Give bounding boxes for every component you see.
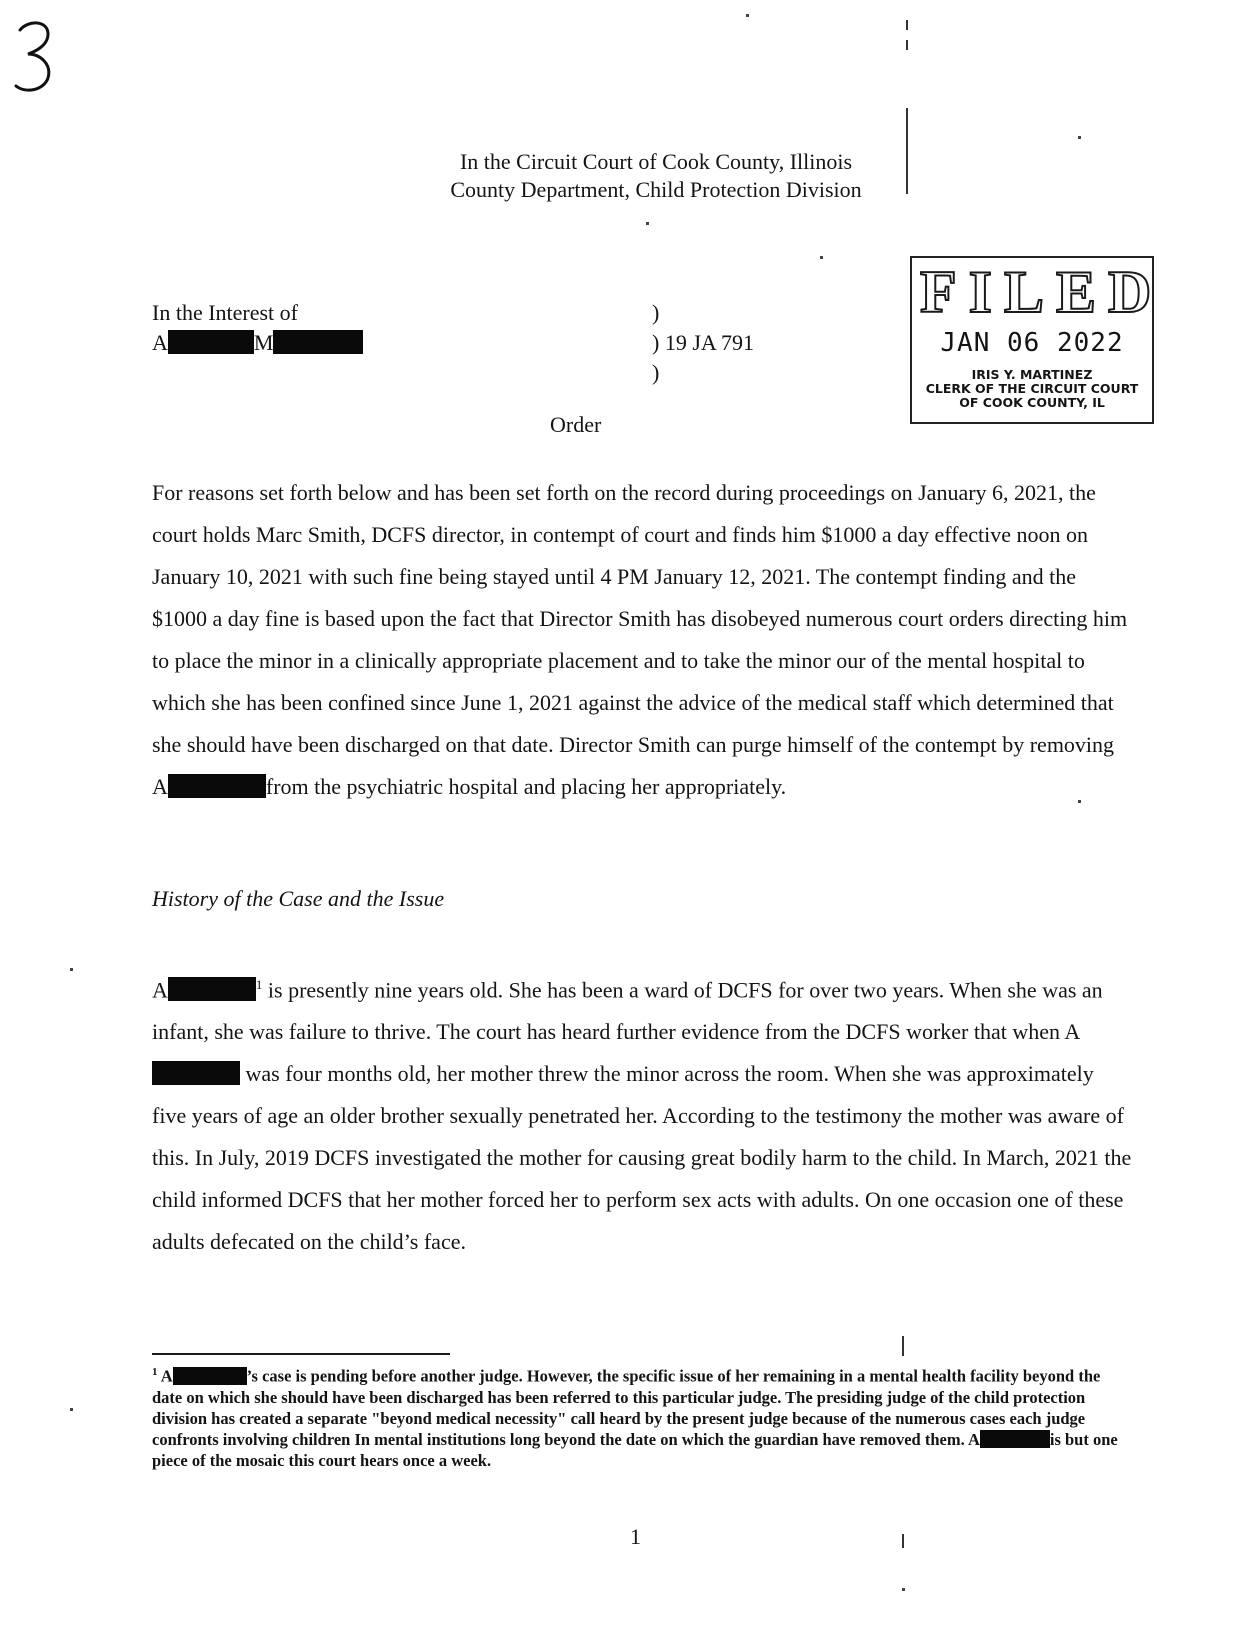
paragraph-text-end: from the psychiatric hospital and placing her appropriately. (265, 774, 787, 799)
case-number-block (652, 298, 754, 388)
court-header (420, 148, 892, 204)
redaction-bar (980, 1430, 1050, 1448)
scan-speck (746, 14, 749, 17)
party-name-redacted (152, 328, 363, 358)
party-initial: M (253, 330, 274, 355)
in-the-interest-of: In the Interest of (152, 300, 298, 325)
footnote-initial: A (967, 1429, 980, 1449)
minor-initial: A (152, 774, 168, 799)
stamp-clerk-name: IRIS Y. MARTINEZ (971, 367, 1093, 382)
section-heading: History of the Case and the Issue (152, 886, 445, 911)
footnote-marker: 1 (152, 1366, 158, 1378)
margin-mark (902, 1336, 904, 1356)
margin-mark (906, 40, 908, 50)
redaction-bar (168, 774, 266, 798)
paragraph-text: For reasons set forth below and has been set forth on the record during proceedings on January 6, 2021, the court holds Marc Smith, DCFS director, in contempt of court and finds him $1000 a day effective noon on January 10, 2021 with such fine being stayed until 4 PM January 12, 2021. The contempt finding and the $1000 a day fine is based upon the fact that Director Smith has disobeyed numerous court orders directing him to place the minor in a clinically appropriate placement and to take the minor our of the mental hospital to which she has been confined since June 1, 2021 against the advice of the medical staff which determined that she should have been discharged on that date. Director Smith can purge himself of the contempt by removing (152, 480, 1128, 757)
case-number: ) 19 JA 791 (652, 330, 755, 355)
scan-speck (70, 968, 73, 971)
caption-paren: ) (652, 300, 660, 325)
scan-speck (1078, 136, 1081, 139)
minor-initial: A (152, 977, 168, 1003)
stamp-clerk-county: OF COOK COUNTY, IL (959, 395, 1105, 410)
redaction-bar (168, 977, 256, 1001)
margin-mark (902, 1534, 904, 1548)
footnote-text: ’s case is pending before another judge. However, the specific issue of her remaining in a mental health facility beyond the date on which she should have been discharged has been referred to this particular judge. The presiding judge of the child protection division has created a separate "beyond medical necessity" call heard by the present judge because of the numerous cases each judge confronts involving children In mental institutions long beyond the date on which the guardian have removed them. (152, 1366, 1101, 1449)
footnote-text-end: is but one piece of the mosaic this court hears once a week. (152, 1429, 1118, 1470)
court-division-line: County Department, Child Protection Division (450, 177, 862, 202)
stamp-clerk-block (910, 368, 1154, 410)
filed-stamp (910, 256, 1164, 424)
scan-speck (902, 1588, 905, 1591)
minor-initial: A (1064, 1019, 1081, 1045)
case-caption-parties (152, 298, 363, 358)
margin-mark (906, 20, 908, 30)
footnote-initial: A (160, 1366, 173, 1386)
paragraph-text: is presently nine years old. She has been a ward of DCFS for over two years. When she was an infant, she was failure to thrive. The court has heard further evidence from the DCFS worker that when (152, 977, 1103, 1045)
footnote-rule (152, 1353, 450, 1355)
document-title: Order (550, 412, 602, 437)
stamp-filed-text: FILED (920, 259, 1164, 325)
redaction-bar (173, 1367, 247, 1385)
history-paragraph (152, 964, 1132, 1263)
footnote-ref: 1 (255, 977, 263, 992)
caption-paren: ) (652, 360, 660, 385)
page-number: 1 (630, 1524, 641, 1549)
party-initial: A (152, 330, 168, 355)
scan-speck (70, 1408, 73, 1411)
margin-mark (906, 108, 908, 194)
redaction-bar (152, 1061, 240, 1085)
handwritten-three-mark (14, 20, 56, 94)
scan-speck (820, 256, 823, 259)
footnote (152, 1362, 1132, 1471)
stamp-clerk-title: CLERK OF THE CIRCUIT COURT (925, 381, 1139, 396)
paragraph-text: was four months old, her mother threw the minor across the room. When she was approximately five years of age an older brother sexually penetrated her. According to the testimony the mother was aware of this. In July, 2019 DCFS investigated the mother for causing great bodily harm to the child. In March, 2021 the child informed DCFS that her mother forced her to perform sex acts with adults. On one occasion one of these adults defecated on the child’s face. (152, 1061, 1132, 1255)
court-name-line: In the Circuit Court of Cook County, Illinois (459, 149, 853, 174)
redaction-bar (168, 330, 254, 354)
stamp-date: JAN 06 2022 (940, 328, 1124, 358)
redaction-bar (273, 330, 363, 354)
scan-speck (646, 222, 649, 225)
order-paragraph (152, 472, 1132, 808)
